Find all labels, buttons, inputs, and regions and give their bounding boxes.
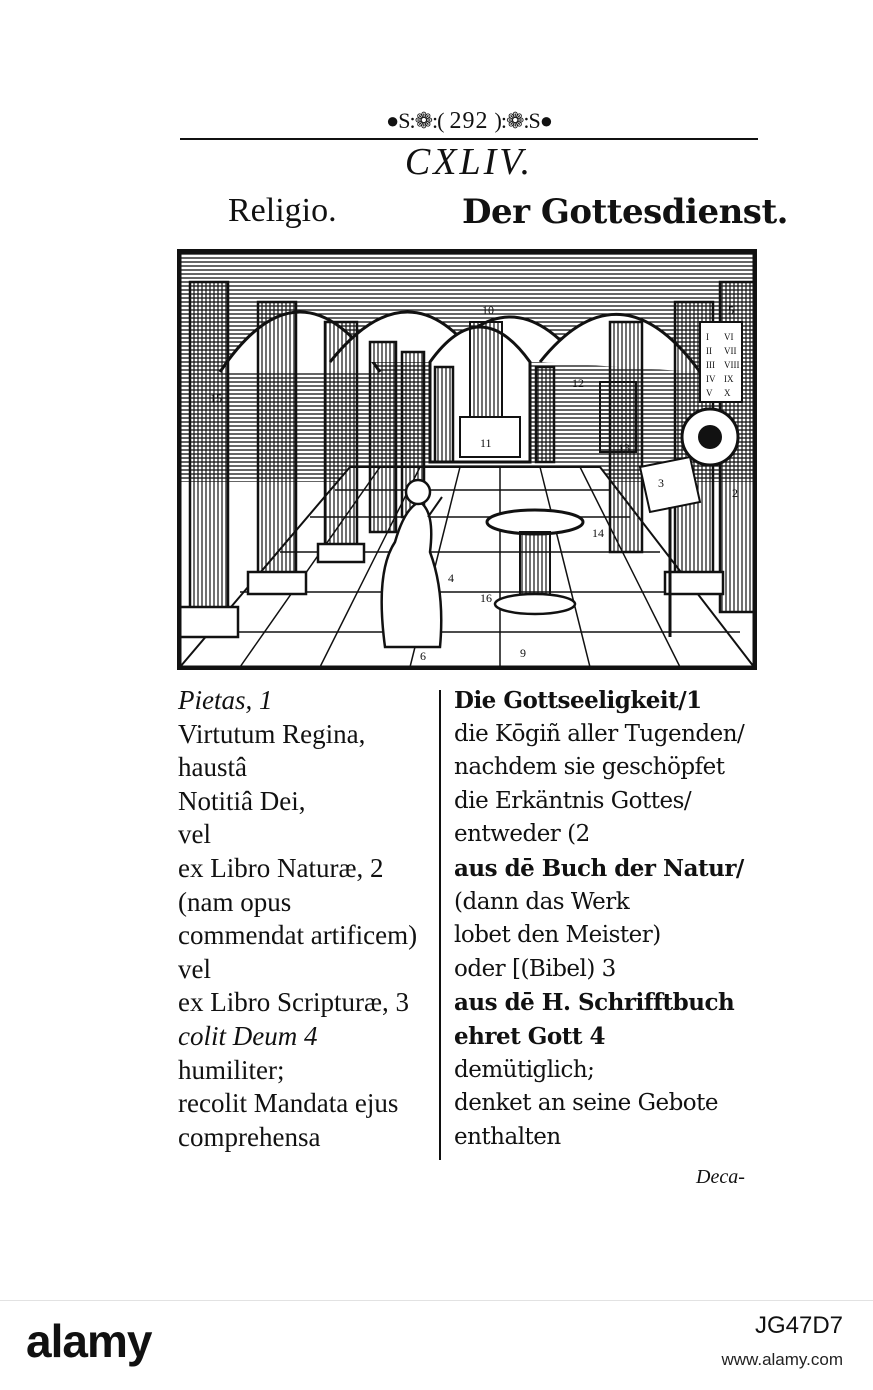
german-line: nachdem sie geschöpfet: [454, 754, 725, 781]
latin-line: vel: [178, 819, 211, 850]
german-line: entweder (2: [454, 821, 590, 848]
woodcut-numeral: 14: [592, 526, 604, 540]
german-line: aus dē H. Schrifftbuch: [454, 989, 735, 1017]
german-line: (dann das Werk: [454, 888, 630, 915]
woodcut-numeral: 2: [732, 486, 738, 500]
woodcut-numeral: 12: [572, 376, 584, 390]
tablet-numeral: IX: [724, 374, 734, 384]
woodcut-numeral: 13: [618, 441, 630, 455]
german-line: oder [(Bibel) 3: [454, 955, 616, 982]
latin-line: ex Libro Naturæ, 2: [178, 852, 384, 883]
latin-line: colit Deum 4: [178, 1020, 318, 1051]
latin-line: commendat artificem): [178, 920, 418, 951]
latin-line: ex Libro Scripturæ, 3: [178, 987, 409, 1018]
woodcut-numeral: 4: [448, 571, 454, 585]
tablet-numeral: III: [706, 360, 715, 370]
title-german: Der Gottesdienst.: [462, 192, 788, 232]
ornament-left: ●S:❁:(: [385, 108, 444, 133]
ornament-right: ):❁:S●: [494, 108, 553, 133]
catchword: Deca-: [696, 1166, 745, 1188]
latin-line: (nam opus: [178, 886, 292, 917]
latin-text-column: [178, 684, 433, 1154]
woodcut-illustration: [177, 249, 757, 670]
german-line: ehret Gott 4: [454, 1022, 605, 1050]
latin-line: humiliter;: [178, 1054, 285, 1085]
tablet-numeral: I: [706, 332, 709, 342]
woodcut-numeral: 10: [482, 303, 494, 317]
running-header: [180, 104, 758, 138]
tablet-numeral: VIII: [724, 360, 740, 370]
column-divider: [439, 690, 441, 1160]
german-line: lobet den Meister): [454, 922, 661, 949]
german-line: enthalten: [454, 1123, 561, 1150]
woodcut-numeral: 9: [520, 646, 526, 660]
tablet-numeral: VI: [724, 332, 734, 342]
woodcut-numeral: 15: [210, 391, 222, 405]
watermark-url: www.alamy.com: [721, 1350, 843, 1369]
woodcut-numeral: 5: [728, 303, 734, 317]
german-line: denket an seine Gebote: [454, 1090, 719, 1117]
latin-line: comprehensa: [178, 1121, 321, 1152]
woodcut-numeral: 11: [480, 436, 492, 450]
title-latin: Religio.: [228, 192, 337, 229]
latin-line: recolit Mandata ejus: [178, 1088, 399, 1119]
tablet-numeral: X: [724, 388, 731, 398]
latin-line: vel: [178, 953, 211, 984]
woodcut-numeral: 3: [658, 476, 664, 490]
tablet-numeral: IV: [706, 374, 716, 384]
german-line: demütiglich;: [454, 1056, 595, 1083]
german-line: die Erkäntnis Gottes/: [454, 787, 692, 814]
woodcut-numeral: 6: [420, 649, 426, 663]
tablet-numeral: V: [706, 388, 713, 398]
church-interior-engraving: [180, 252, 754, 667]
image-id: JG47D7: [754, 1312, 843, 1339]
tablet-numeral: VII: [724, 346, 737, 356]
latin-line: haustâ: [178, 752, 247, 783]
watermark-separator: [0, 1300, 873, 1301]
chapter-number: CXLIV.: [404, 141, 534, 183]
latin-line: Notitiâ Dei,: [178, 785, 306, 816]
alamy-logo: alamy: [26, 1315, 152, 1367]
german-line: aus dē Buch der Natur/: [454, 854, 744, 882]
tablet-numeral: II: [706, 346, 712, 356]
woodcut-numeral: 16: [480, 591, 492, 605]
page-number: 292: [449, 107, 489, 134]
latin-line: Pietas, 1: [178, 685, 273, 715]
german-line: die Kōgiñ aller Tugenden/: [454, 720, 745, 747]
latin-line: Virtutum Regina,: [178, 718, 366, 749]
german-text-column: [454, 684, 759, 1154]
german-line: Die Gottseeligkeit/1: [454, 687, 702, 714]
